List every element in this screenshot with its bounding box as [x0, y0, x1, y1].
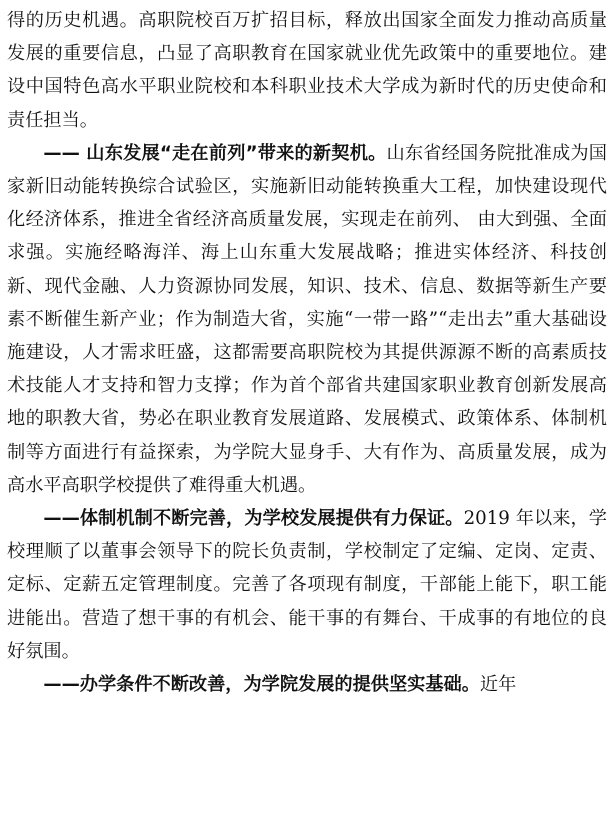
paragraph-text: 近年 [479, 674, 517, 696]
paragraph-text: 山东省经国务院批准成为国家新旧动能转换综合试验区，实施新旧动能转换重大工程，加快建设现代化经济体系，推进全省经济高质量发展，实现走在前列、 由大到强、全面求强。实施经略海洋、海上山东重大发展战略；推进实体经济、科技创新、现代金融、人力资源协同发展，知识、技术、信息、数据等新生产要素不断催生新产业；作为制造大省，实施“一带一路”“走出去”重大基础设施建设，人才需求旺盛，这都需要高职院校为其提供源源不断的高素质技术技能人才支持和智力支撑；作为首个部省共建国家职业教育创新发展高地的职教大省，势必在职业教育发展道路、发展模式、政策体系、体制机制等方面进行有益探索，为学院大显身手、大有作为、高质量发展，成为高水平高职学校提供了难得重大机遇。 [7, 142, 607, 496]
section-lead-heading: —— 山东发展“走在前列”带来的新契机。 [43, 142, 387, 164]
paragraph-text: 2019 年以来，学校理顺了以董事会领导下的院长负责制，学校制定了定编、定岗、定责、定标、定薪五定管理制度。完善了各项现有制度，干部能上能下，职工能进能出。营造了想干事的有机会、能干事的有舞台、干成事的有地位的良好氛围。 [7, 508, 607, 662]
section-lead-heading: ——办学条件不断改善，为学院发展的提供坚实基础。 [43, 674, 480, 696]
section-lead-heading: ——体制机制不断完善，为学校发展提供有力保证。 [43, 508, 464, 530]
paragraph-text: 得的历史机遇。高职院校百万扩招目标，释放出国家全面发力推动高质量发展的重要信息，凸显了高职教育在国家就业优先政策中的重要地位。建设中国特色高水平职业院校和本科职业技术大学成为新时代的历史使命和责任担当。 [7, 10, 607, 131]
paragraph-opportunity-continued [7, 4, 607, 137]
paragraph-school-conditions [7, 668, 607, 701]
paragraph-institutional-mechanism [7, 502, 607, 668]
paragraph-shandong-development [7, 137, 607, 502]
